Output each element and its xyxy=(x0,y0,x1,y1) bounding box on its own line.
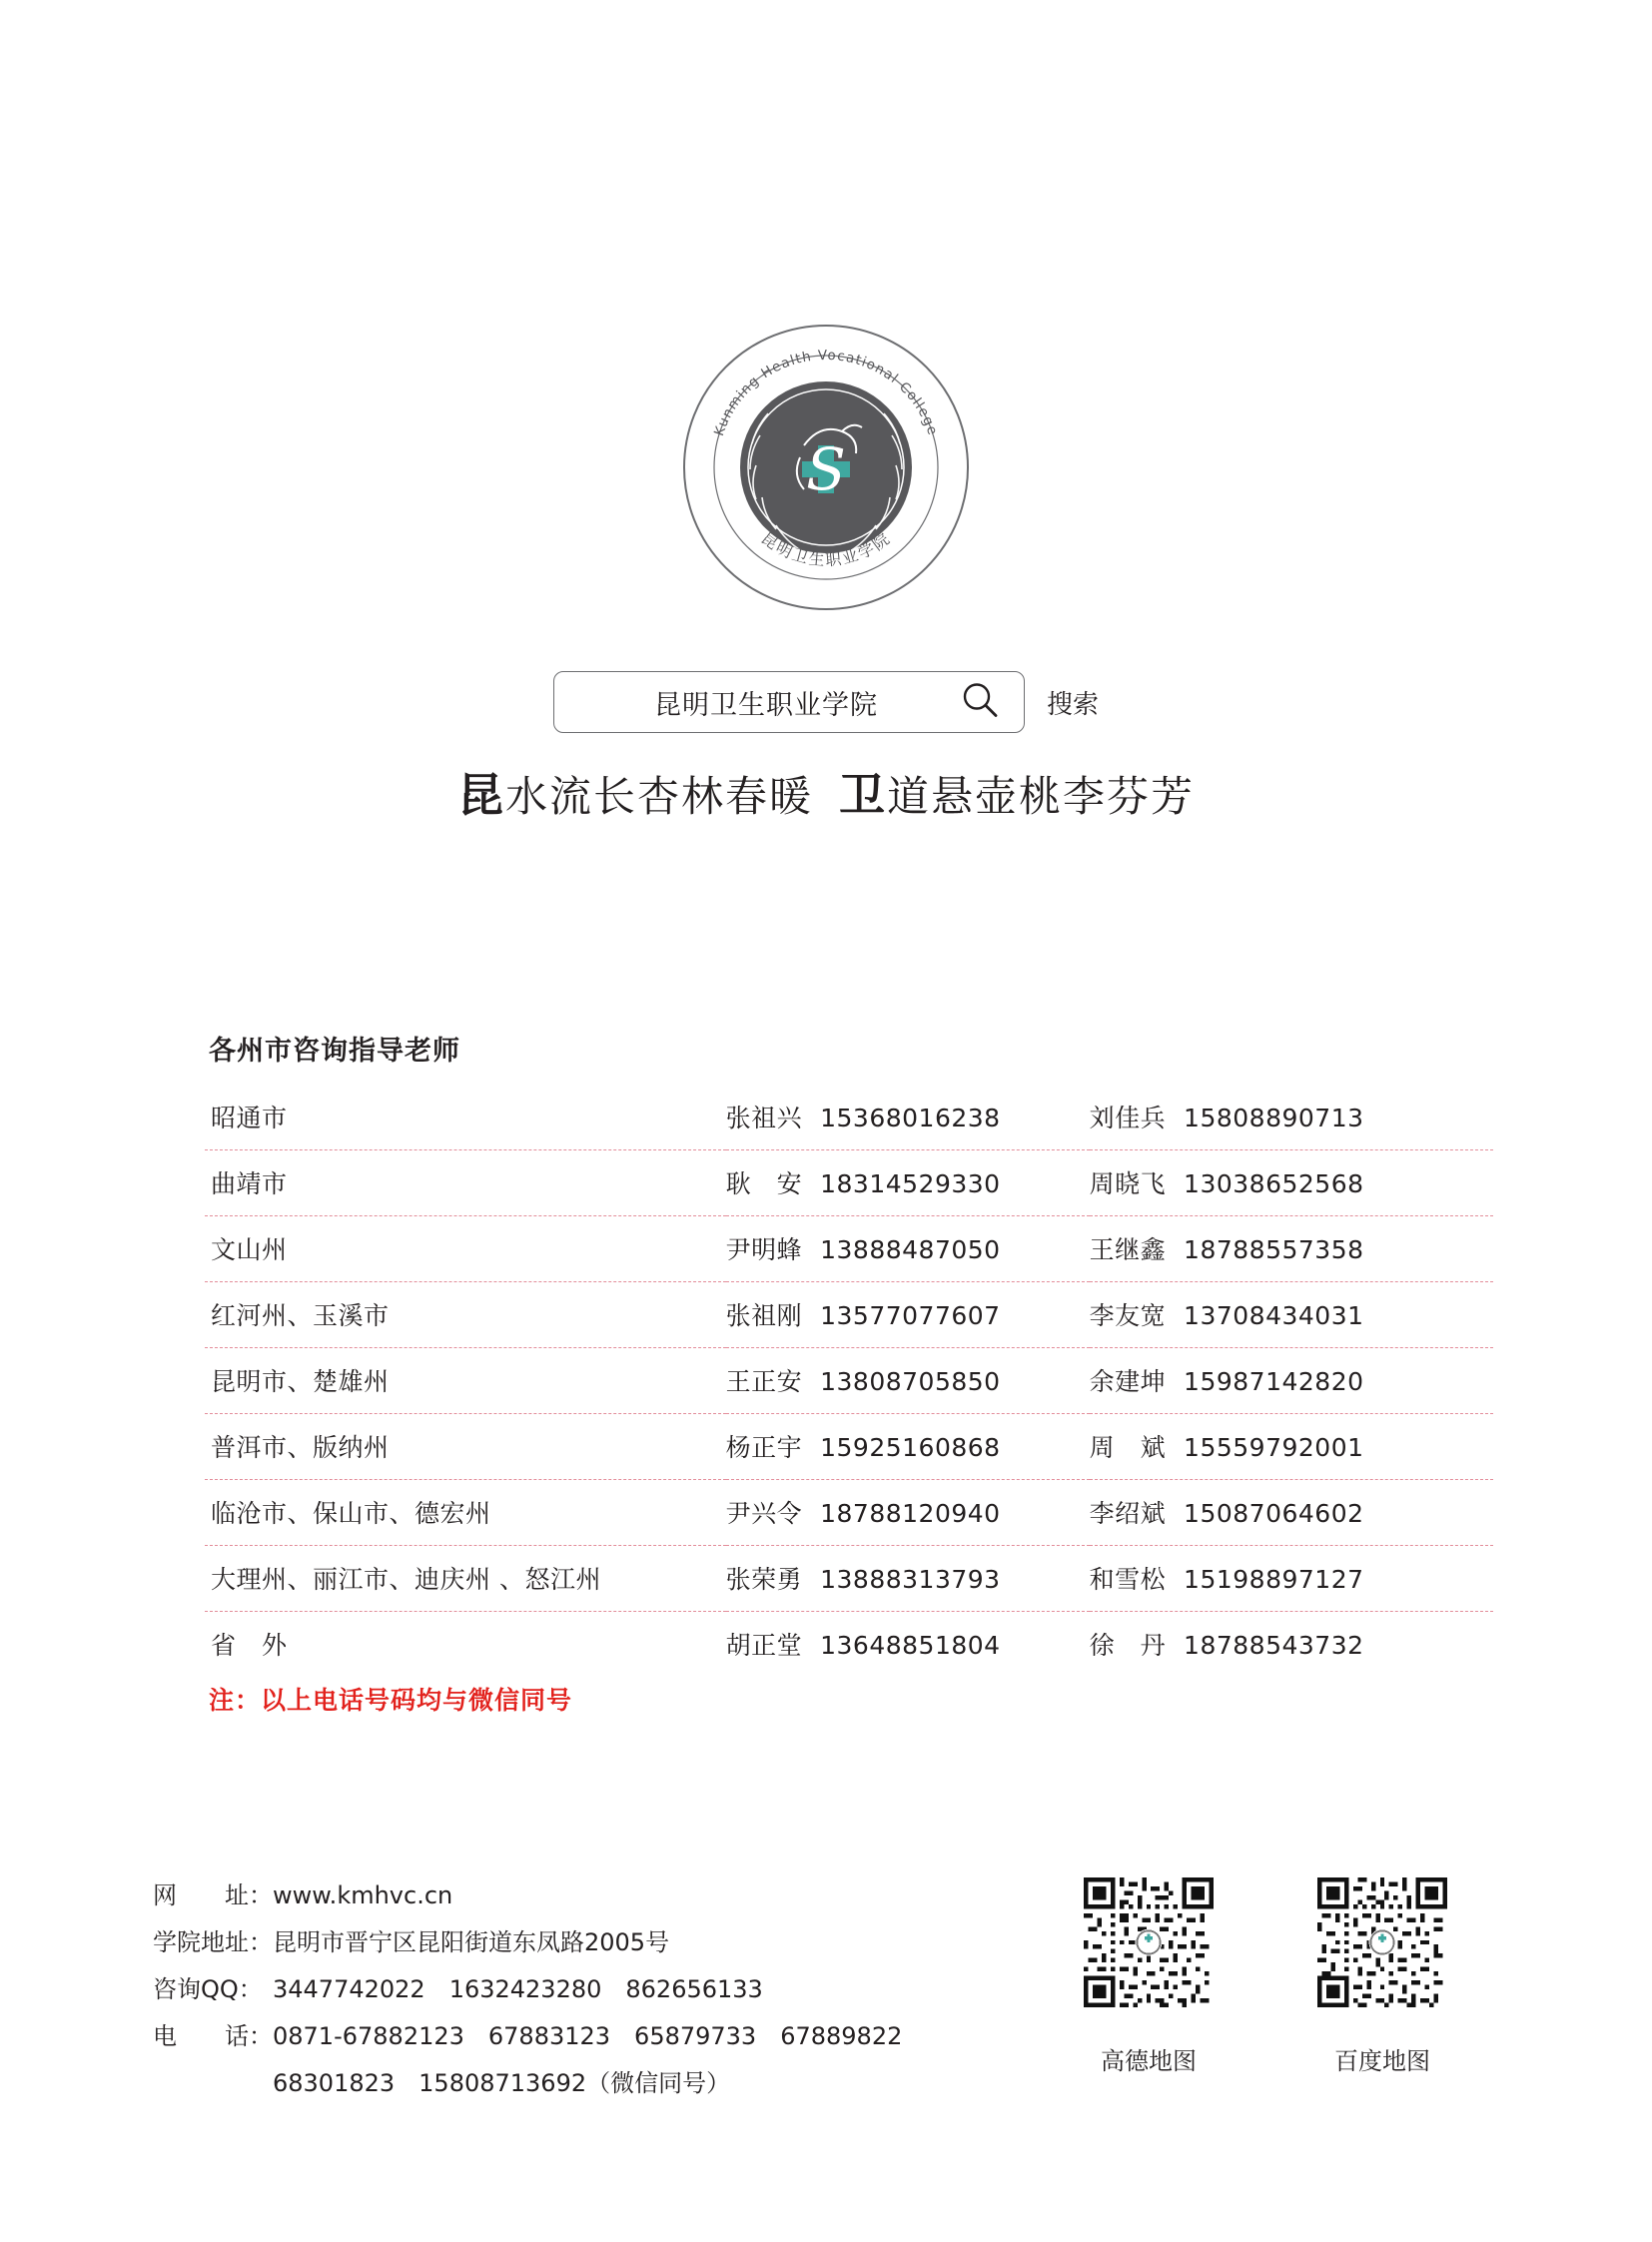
footer-tel-value: 0871-67882123 67883123 65879733 67889822 xyxy=(273,2022,903,2050)
contact-name: 杨正宇 xyxy=(725,1433,803,1462)
search-icon[interactable] xyxy=(960,680,1000,725)
contacts-note: 注：以上电话号码均与微信同号 xyxy=(209,1686,573,1715)
footer-tel-label: 电 话： xyxy=(153,2022,273,2050)
contact-1-cell xyxy=(726,1149,1090,1215)
contact-2-cell xyxy=(1090,1347,1493,1413)
search-row xyxy=(0,671,1652,733)
contact-name: 李绍斌 xyxy=(1089,1499,1167,1528)
footer-tel-line xyxy=(153,2013,902,2060)
contact-phone: 13808705850 xyxy=(820,1367,1001,1396)
amap-qr[interactable] xyxy=(1084,1877,1214,2007)
qr-label-baidu: 百度地图 xyxy=(1334,2047,1430,2075)
contact-2-cell xyxy=(1090,1149,1493,1215)
region-cell: 红河州、玉溪市 xyxy=(205,1281,726,1347)
contact-name: 尹兴令 xyxy=(725,1499,803,1528)
footer-website-label: 网 址： xyxy=(153,1881,273,1909)
contact-name: 张祖刚 xyxy=(725,1301,803,1330)
table-row xyxy=(205,1611,1493,1677)
table-row xyxy=(205,1479,1493,1545)
logo-monogram: S xyxy=(806,435,846,503)
slogan-char-1: 昆 xyxy=(456,768,505,822)
slogan-line-1: 水流长杏林春暖 xyxy=(504,772,813,821)
contact-phone: 13577077607 xyxy=(820,1301,1001,1330)
contact-name: 余建坤 xyxy=(1089,1367,1167,1396)
contact-1-cell xyxy=(726,1347,1090,1413)
contact-name: 刘佳兵 xyxy=(1089,1103,1167,1132)
footer-qq-line xyxy=(153,1966,902,2013)
region-cell: 昭通市 xyxy=(205,1084,726,1149)
contact-name: 张祖兴 xyxy=(725,1103,803,1132)
region-cell: 省 外 xyxy=(211,1631,288,1661)
footer-address-label: 学院地址： xyxy=(153,1928,273,1956)
contact-name: 张荣勇 xyxy=(725,1565,803,1594)
footer-info xyxy=(153,1872,902,2107)
region-cell: 曲靖市 xyxy=(205,1149,726,1215)
contact-name: 李友宽 xyxy=(1089,1301,1167,1330)
slogan-char-2: 卫 xyxy=(839,768,887,822)
contact-phone: 15198897127 xyxy=(1184,1565,1364,1594)
region-cell: 昆明市、楚雄州 xyxy=(205,1347,726,1413)
contact-phone: 13888487050 xyxy=(820,1235,1001,1264)
contact-1-cell xyxy=(726,1545,1090,1611)
contact-name: 耿 安 xyxy=(725,1169,803,1198)
region-cell: 大理州、丽江市、迪庆州 、怒江州 xyxy=(205,1545,726,1611)
contact-1-cell xyxy=(726,1281,1090,1347)
contact-name: 周晓飞 xyxy=(1089,1169,1167,1198)
baidu-map-qr[interactable] xyxy=(1317,1877,1447,2007)
contact-2-cell xyxy=(1090,1611,1493,1677)
contact-name: 尹明蜂 xyxy=(725,1235,803,1264)
footer-tel-line-2 xyxy=(153,2060,902,2107)
contact-phone: 15559792001 xyxy=(1184,1433,1364,1462)
table-row xyxy=(205,1281,1493,1347)
search-input[interactable] xyxy=(553,671,1025,733)
footer-website-line xyxy=(153,1872,902,1919)
footer-qq-label: 咨询QQ： xyxy=(153,1975,263,2003)
contact-name: 徐 丹 xyxy=(1089,1631,1167,1661)
contact-1-cell xyxy=(726,1413,1090,1479)
contact-phone: 15987142820 xyxy=(1184,1367,1364,1396)
contacts-table xyxy=(205,1084,1493,1677)
contact-2-cell xyxy=(1090,1215,1493,1281)
contact-2-cell xyxy=(1090,1413,1493,1479)
contact-name: 王继鑫 xyxy=(1089,1235,1167,1264)
contact-phone: 15368016238 xyxy=(820,1103,1001,1132)
table-row xyxy=(205,1149,1493,1215)
contact-2-cell xyxy=(1090,1084,1493,1149)
contact-phone: 15808890713 xyxy=(1184,1103,1364,1132)
footer-address-value: 昆明市晋宁区昆阳街道东凤路2005号 xyxy=(273,1928,670,1956)
footer-website-value[interactable]: www.kmhvc.cn xyxy=(273,1881,453,1909)
footer-address-line xyxy=(153,1919,902,1966)
region-cell: 临沧市、保山市、德宏州 xyxy=(205,1479,726,1545)
contact-phone: 18314529330 xyxy=(820,1169,1001,1198)
table-row xyxy=(205,1215,1493,1281)
qr-label-amap: 高德地图 xyxy=(1101,2047,1197,2075)
college-logo xyxy=(0,318,1652,617)
contact-2-cell xyxy=(1090,1479,1493,1545)
contact-1-cell xyxy=(726,1479,1090,1545)
contact-phone: 18788557358 xyxy=(1184,1235,1364,1264)
table-row xyxy=(205,1084,1493,1149)
contact-name: 和雪松 xyxy=(1089,1565,1167,1594)
contact-phone: 13888313793 xyxy=(820,1565,1001,1594)
slogan-line-2: 道悬壶桃李芬芳 xyxy=(887,772,1196,821)
contact-phone: 13708434031 xyxy=(1184,1301,1364,1330)
region-cell: 普洱市、版纳州 xyxy=(205,1413,726,1479)
contact-phone: 18788543732 xyxy=(1184,1631,1364,1661)
svg-text:昆明卫生职业学院: 昆明卫生职业学院 xyxy=(757,527,895,570)
footer-tel-value-2: 68301823 15808713692（微信同号） xyxy=(273,2069,731,2097)
contact-phone: 15925160868 xyxy=(820,1433,1001,1462)
contact-name: 王正安 xyxy=(725,1367,803,1396)
search-button-label[interactable]: 搜索 xyxy=(1046,689,1099,720)
qr-item-amap xyxy=(1084,1877,1214,2076)
qr-item-baidu xyxy=(1317,1877,1447,2076)
contact-phone: 13648851804 xyxy=(820,1631,1001,1661)
table-row xyxy=(205,1347,1493,1413)
contact-2-cell xyxy=(1090,1545,1493,1611)
search-input-value: 昆明卫生职业学院 xyxy=(653,689,878,721)
table-row xyxy=(205,1545,1493,1611)
contact-phone: 15087064602 xyxy=(1184,1499,1364,1528)
slogan xyxy=(0,759,1652,825)
contact-name: 胡正堂 xyxy=(725,1631,803,1661)
region-cell: 文山州 xyxy=(205,1215,726,1281)
contact-2-cell xyxy=(1090,1281,1493,1347)
table-row xyxy=(205,1413,1493,1479)
contacts-title: 各州市咨询指导老师 xyxy=(209,1036,460,1067)
contact-1-cell xyxy=(726,1215,1090,1281)
contact-1-cell xyxy=(726,1084,1090,1149)
qr-code-group xyxy=(1084,1877,1447,2076)
contact-phone: 18788120940 xyxy=(820,1499,1001,1528)
contact-name: 周 斌 xyxy=(1089,1433,1167,1462)
footer-qq-value: 3447742022 1632423280 862656133 xyxy=(273,1975,763,2003)
contact-1-cell xyxy=(726,1611,1090,1677)
logo-seal xyxy=(676,318,976,617)
svg-text:Kunming Health Vocational Coll: Kunming Health Vocational College xyxy=(710,347,942,438)
contact-phone: 13038652568 xyxy=(1184,1169,1364,1198)
